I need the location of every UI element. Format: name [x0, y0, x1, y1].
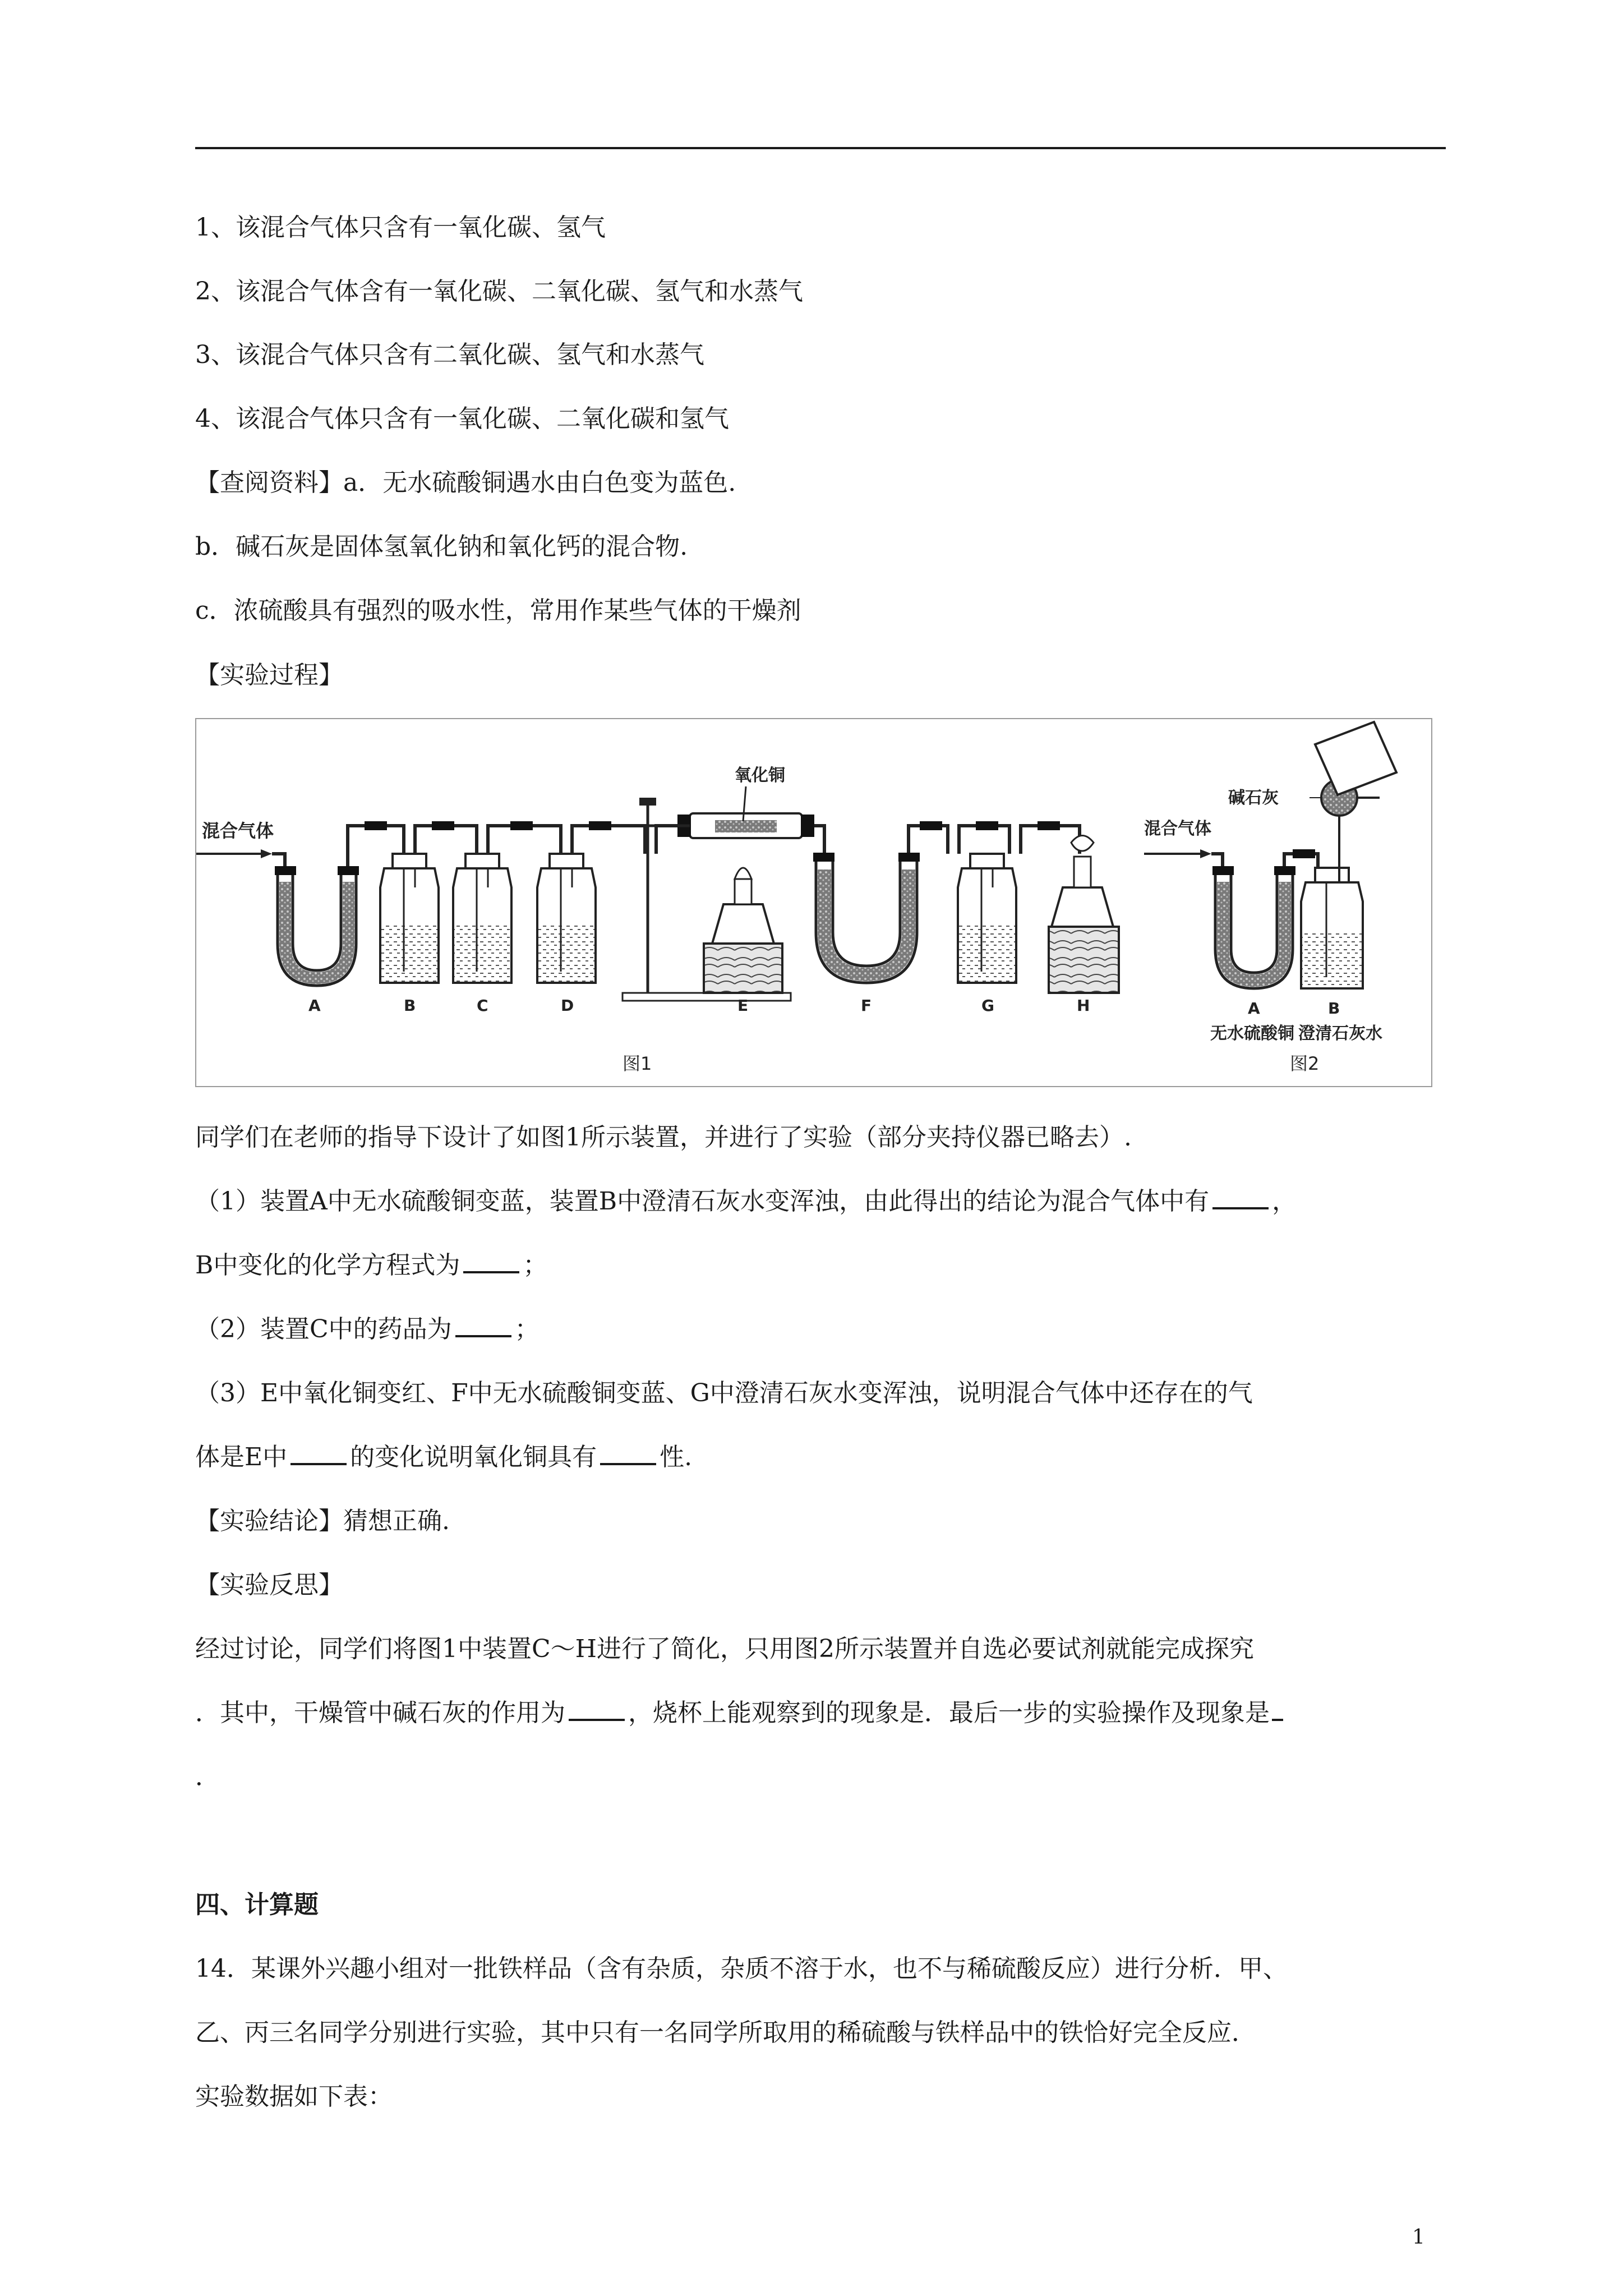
fig1-cuo-label: 氧化铜 [735, 766, 785, 785]
question-1-line-2: B中变化的化学方程式为 ； [195, 1249, 547, 1282]
process-heading: 【实验过程】 [195, 661, 343, 689]
reflection-line-3: ． [195, 1763, 220, 1791]
apparatus-h-burner [1049, 836, 1119, 993]
label-e: E [737, 996, 749, 1015]
reflection-heading: 【实验反思】 [195, 1571, 343, 1599]
fig2-caption: 图2 [1290, 1053, 1320, 1074]
question-2: （2）装置C中的药品为 ； [195, 1313, 540, 1346]
header-rule [195, 147, 1446, 149]
question-3-line-1: （3）E中氧化铜变红、F中无水硫酸铜变蓝、G中澄清石灰水变浑浊，说明混合气体中还存在的气 [195, 1379, 1253, 1407]
label-c: C [477, 996, 488, 1015]
fig2-label-a: A [1248, 999, 1260, 1018]
answer-blank [569, 1696, 625, 1721]
hypothesis-4: 4、该混合气体只含有一氧化碳、二氧化碳和氢气 [195, 404, 729, 433]
reference-b: b．碱石灰是固体氢氧化钠和氧化钙的混合物. [195, 532, 688, 561]
hypothesis-2: 2、该混合气体含有一氧化碳、二氧化碳、氢气和水蒸气 [195, 277, 803, 306]
fig2-apparatus-a-u-tube [1212, 866, 1295, 988]
section-4-heading: 四、计算题 [195, 1890, 319, 1919]
question-3-line-2: 体是E中 的变化说明氧化铜具有 性. [195, 1441, 692, 1474]
answer-blank [291, 1441, 347, 1465]
fig1-inlet-label: 混合气体 [202, 820, 274, 841]
apparatus-f-u-tube [813, 853, 920, 983]
fig2-reagent-a: 无水硫酸铜 [1210, 1024, 1294, 1043]
label-a: A [308, 996, 321, 1015]
apparatus-figure [195, 718, 1432, 1087]
page-number: 1 [1412, 2226, 1425, 2249]
apparatus-b-bottle [380, 854, 439, 983]
label-g: G [981, 996, 994, 1015]
question-1-line-1: （1）装置A中无水硫酸铜变蓝，装置B中澄清石灰水变浑浊，由此得出的结论为混合气体中有 ， [195, 1185, 1297, 1218]
hypothesis-1: 1、该混合气体只含有一氧化碳、氢气 [195, 213, 606, 242]
fig2-inlet-label: 混合气体 [1144, 819, 1211, 839]
fig2-reagent-b: 澄清石灰水 [1298, 1024, 1382, 1043]
apparatus-d-bottle [537, 854, 596, 983]
answer-blank [455, 1313, 511, 1337]
label-d: D [561, 996, 574, 1015]
fig1-caption: 图1 [623, 1053, 652, 1074]
question-14-line-1: 14．某课外兴趣小组对一批铁样品（含有杂质，杂质不溶于水，也不与稀硫酸反应）进行分析．甲、 [195, 1954, 1288, 1983]
answer-blank [600, 1441, 656, 1465]
apparatus-g-bottle [958, 854, 1016, 983]
apparatus-a-u-tube [275, 866, 359, 986]
apparatus-e-heating-tube [623, 786, 814, 1001]
reference-a: 【查阅资料】a．无水硫酸铜遇水由白色变为蓝色. [195, 468, 736, 497]
fig2-apparatus-b-bottle [1301, 815, 1363, 988]
label-f: F [861, 996, 872, 1015]
intro-text: 同学们在老师的指导下设计了如图1所示装置，并进行了实验（部分夹持仪器已略去）. [195, 1123, 1132, 1152]
question-14-line-3: 实验数据如下表： [195, 2082, 393, 2111]
hypothesis-3: 3、该混合气体只含有二氧化碳、氢气和水蒸气 [195, 341, 704, 369]
fig2-label-b: B [1328, 999, 1340, 1018]
apparatus-diagram [196, 719, 1431, 1086]
answer-blank [463, 1249, 519, 1273]
label-h: H [1077, 996, 1090, 1015]
conclusion: 【实验结论】猜想正确. [195, 1507, 450, 1535]
label-b: B [404, 996, 416, 1015]
answer-blank [1212, 1185, 1269, 1209]
question-14-line-2: 乙、丙三名同学分别进行实验，其中只有一名同学所取用的稀硫酸与铁样品中的铁恰好完全反应． [195, 2018, 1256, 2047]
reflection-line-2: ．其中，干燥管中碱石灰的作用为 ，烧杯上能观察到的现象是．最后一步的实验操作及现象是 [195, 1696, 1283, 1730]
apparatus-c-bottle [453, 854, 511, 983]
reference-c: c．浓硫酸具有强烈的吸水性，常用作某些气体的干燥剂 [195, 596, 801, 625]
answer-blank [1272, 1696, 1283, 1721]
fig2-soda-lime-label: 碱石灰 [1228, 788, 1279, 808]
reflection-line-1: 经过讨论，同学们将图1中装置C～H进行了简化，只用图2所示装置并自选必要试剂就能完成探究 [195, 1635, 1255, 1663]
